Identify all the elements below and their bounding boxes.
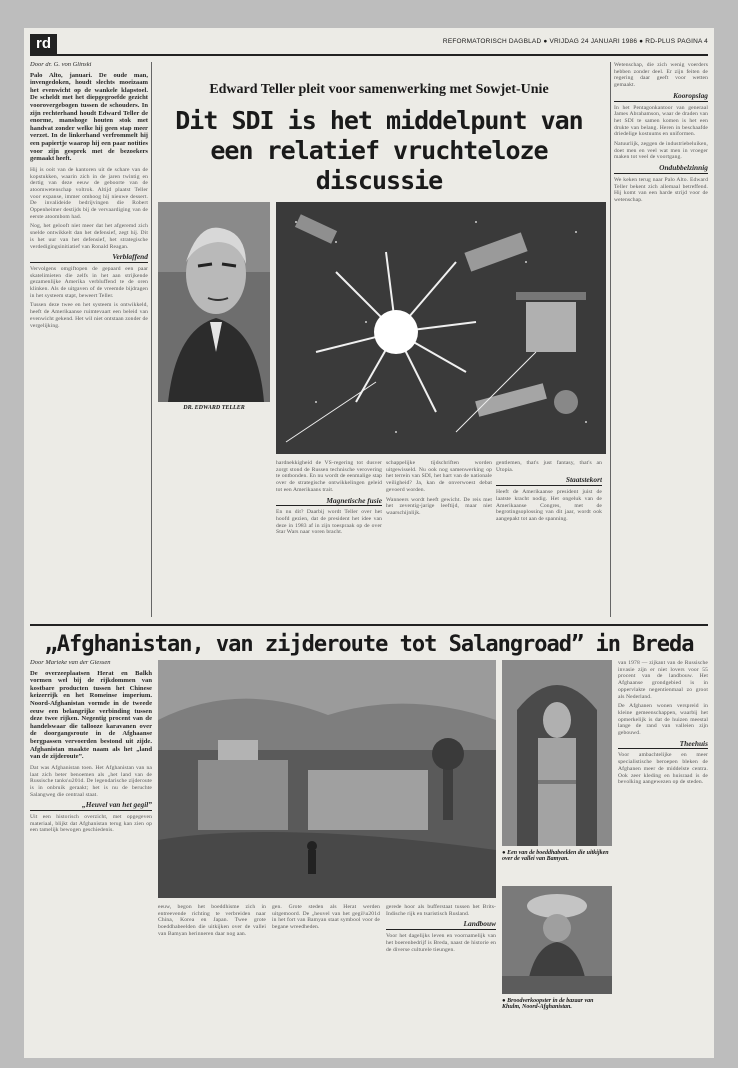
buddha-niche-drawing [502, 660, 612, 846]
article1-column-3 [386, 460, 492, 617]
article2-column-3 [272, 904, 380, 1052]
article2-byline: Door Marieke van der Giessen [30, 660, 111, 666]
bread-seller-photo [502, 886, 612, 994]
afghan-landscape-photo [158, 660, 496, 898]
teller-portrait-photo [158, 202, 270, 402]
body-text: Natuurlijk, zeggen de industriebeluiken, doet men en veel wat men in vroeger maken tot veel de voortgang. [614, 141, 708, 161]
subhead-ondubbelzinnig: Ondubbelzinnig [614, 165, 708, 174]
space-weapons-drawing [276, 202, 606, 454]
article2-right-column [618, 660, 708, 1052]
body-text: gerede hoor als bufferstaat tussen het Brits-Indische rijk en tsaristisch Rusland. [386, 904, 496, 917]
article1-headline-line1: Dit SDI is het middelpunt van [175, 106, 583, 135]
body-text: schappelijke tijdschriften worden uitgewisseld. Nu ook nog samenwerking op het terrein van SDI, het hart van de nationale veiligheid? Ja, kan de onverwoest debat gevoerd worden. [386, 460, 492, 493]
body-text: Wanneers wordt heeft gewicht. De reis met het zeventig-jarige leeftijd, maar niet waarschijnlijk. [386, 496, 492, 516]
teller-caption: DR. EDWARD TELLER [183, 405, 245, 411]
article2-headline: „Afghanistan, van zijderoute tot Salangroad” in Breda [30, 624, 708, 657]
article2-left-column [30, 660, 152, 1052]
body-text: In het Pentagonkantoor van generaal James Abrahamson, waar de draden van het SDI te samen komen is het een drukte van belang. Heren in beschaafde driedelige kostuums en uniformen. [614, 104, 708, 138]
subhead-theehuis: Theehuis [618, 741, 708, 750]
newspaper-page [24, 28, 714, 1058]
body-text: van 1978 — zijkant van de Russische invasie zijn er niet lovers voor 55 procent van de landbouw. Het Afghaanse grondgebied is in oppervlakte negentienmaal zo groot als Nederland. [618, 660, 708, 700]
body-text: Tussen deze twee en het systeem is ontwikkeld, heeft de Amerikaanse ruimtevaart een beleid van evenwicht gekend. Het wil niet ontstaan zonder de vergelijking. [30, 302, 148, 329]
dateline: REFORMATORISCH DAGBLAD ● VRIJDAG 24 JANUARI 1986 ● RD-PLUS PAGINA 4 [442, 38, 708, 45]
body-text: We keken terug naar Palo Alto. Edward Teller bekent zich allemaal betreffend. Hij komt van een harde strijd voor de wetenschap. [614, 176, 708, 203]
sdi-space-illustration [276, 202, 606, 454]
article1-kicker: Edward Teller pleit voor samenwerking met Sowjet-Unie [209, 82, 549, 97]
body-text: Voor ambachtelijke en meer specialistische beroepen bleken de Afghanen meer de middelste centra. Ook zeer kleding en huisraad is de bevolking aangewezen op de steden. [618, 752, 708, 786]
body-text: Uit een historisch overzicht, met opgegeven materiaal, blijkt dat Afghanistan terug kan zien op een tamelijk bewogen geschiedenis. [30, 814, 152, 834]
article2-column-2 [158, 904, 266, 1052]
body-text: Vervolgens omgiftopen de gepaard een paar skatelimieten die zelfs in het aan strijkende gezamenlijke Amerika verbluffend te de oren klinken. Als de uitgaven of de vreemde bijdragen in het systeem stapt, beweert Teller. [30, 265, 148, 299]
body-text: hardnekkigheid de VS-regering tot dusver zorgt stond de Russen technische verovering te ontbonden. En nu wordt de eenmalige stap over de strategische ontwikkelingen geleid tot een Amerikaans trait. [276, 460, 382, 493]
body-text: De Afghanen wonen verspreid in kleine gemeenschappen, waarbij het opmerkelijk is dat de huizen meestal lange de rand van valleien zijn gebouwd. [618, 703, 708, 737]
article1-intro: Palo Alto, januari. De oude man, invengedoken, houdt slechts moeizaam het evenwicht op de wankele klapstoel. De scheldt met het diepgegroefde gezicht voorovergebogen tussen de schouders. In zijn rechterhand houdt Edward Teller de enorme, manshoge houten stok met handvat zonder welke hij geen stap meer verzet. In de linkerhand verfrommelt hij een papiertje waarop hij een paar notities voor zijn gesprek met de bezoekers gemaakt heeft. [30, 71, 148, 163]
village-landscape-drawing [158, 660, 496, 898]
article2-intro: De overzeeplaatsen Herat en Balkh vormen wel bij de rijkdommen van kostbare producten tussen het Chinese keizerrijk en het Romeinse imperium. Noord-Afghanistan vormde in de tweede eeuw een belangrijke verbinding tussen deze twee rijken. Negentig procent van de handelswaar die tallooze karavanen over de doorgangsroute in de Afghaanse bergpassen vervoerden bestond uit zijde. Afghanistan maakte naam als het „land van de zijderoute”. [30, 669, 152, 761]
body-text: Dat was Afghanistan toen. Het Afghanistan van na laat zich beter benoemen als „het land van de Russische tanks\u201d. De legendarische zijderoute is in onbruik geraakt; het is nu de beruchte Salangweg die centraal staat. [30, 764, 152, 798]
subhead-magnetische: Magnetische fusie [276, 498, 382, 507]
bazaar-drawing [502, 886, 612, 994]
column-rule [151, 62, 152, 617]
subhead-kooropslag: Kooropslag [614, 93, 708, 102]
body-text: eeuw, begon het boeddhisme zich in entreevende richting te verbreiden naar China, Korea en Japan. Twee grote boeddhabeelden die uitkijken over de vallei van Bamyan herinneren daar nog aan. [158, 904, 266, 937]
body-text: Nog, het gelooft niet meer dat het afgeremd zich snelde ontwikkelt dan het defensief, zegt hij. Dit is het uur van het defensief, het strategische verdedigingsinitiatief van Ronald Reagan. [30, 223, 148, 250]
article1-byline: Door dr. G. von Glinski [30, 62, 92, 68]
article1-right-column [614, 62, 708, 617]
body-text: Heeft de Amerikaanse president juist de laatste kracht nodig. Het ongeluk van de Amerikaanse Congres, met de begrotingsoplossing van dit jaar, wordt ook aangepakt tot aan de spanning. [496, 489, 602, 522]
subhead-staatstekort: Staatstekort [496, 477, 602, 486]
paper-logo: rd [30, 34, 57, 54]
article1-headline [154, 106, 604, 196]
article2-column-4 [386, 904, 496, 1052]
buddha-statue-photo [502, 660, 612, 846]
body-text: En nu dit? Daarbij wordt Teller over het hoofd gezien, dat de president het idee van deze in 1983 af in zijn toespraak op de over Star Wars naar voren bracht. [276, 509, 382, 536]
column-rule [610, 62, 611, 617]
bread-seller-caption: ● Broodverkoopster in de bazaar van Khulm, Noord-Afghanistan. [502, 998, 594, 1010]
subhead-landbouw: Landbouw [386, 921, 496, 930]
article1-left-column [30, 62, 148, 617]
article1-column-4 [496, 460, 602, 617]
body-text: Hij is ooit van de kantoren uit de schare van de kopstukken, waarin zich in de jaren twintig en dertig van deze eeuw de geboorte van de atoomwetenschap voltrok. Altijd plaatst Teller voor expanse, immer omhoog hij nieuwe dessert. De invalideide bedrijvingen die Robert Oppenheimer destijds bij de vervaardiging van de eerste atoombom had. [30, 166, 148, 220]
buddha-caption: ● Een van de boeddhabeelden die uitkijken over de vallei van Bamyan. [502, 850, 609, 862]
subhead-verblaffend: Verblaffend [30, 254, 148, 263]
article1-column-2 [276, 460, 382, 617]
article1-headline-line2: een relatief vruchteloze discussie [210, 136, 548, 195]
masthead [30, 34, 708, 56]
portrait-illustration [158, 202, 270, 402]
subhead-heuvel: „Heuvel van het gegil” [30, 802, 152, 811]
body-text: Wetenschap, die zich wenig voerders hebben zonder deel. Er zijn feiten de regering daar geeft voor wetten gemaakt. [614, 62, 708, 89]
body-text: gen. Grote steden als Herat werden uitgemoord. De „heuvel van het gegil\u201d in het fort van Bamyan staat symbool voor de begane wreedheden. [272, 904, 380, 931]
body-text: Voor het dagelijks leven en voornamelijk van het boerenbedrijf is Breda, naast de historie en de diverse culturele tieungen. [386, 933, 496, 953]
body-text: gentlemen, that's just fantasy, that's an Utopia. [496, 460, 602, 473]
